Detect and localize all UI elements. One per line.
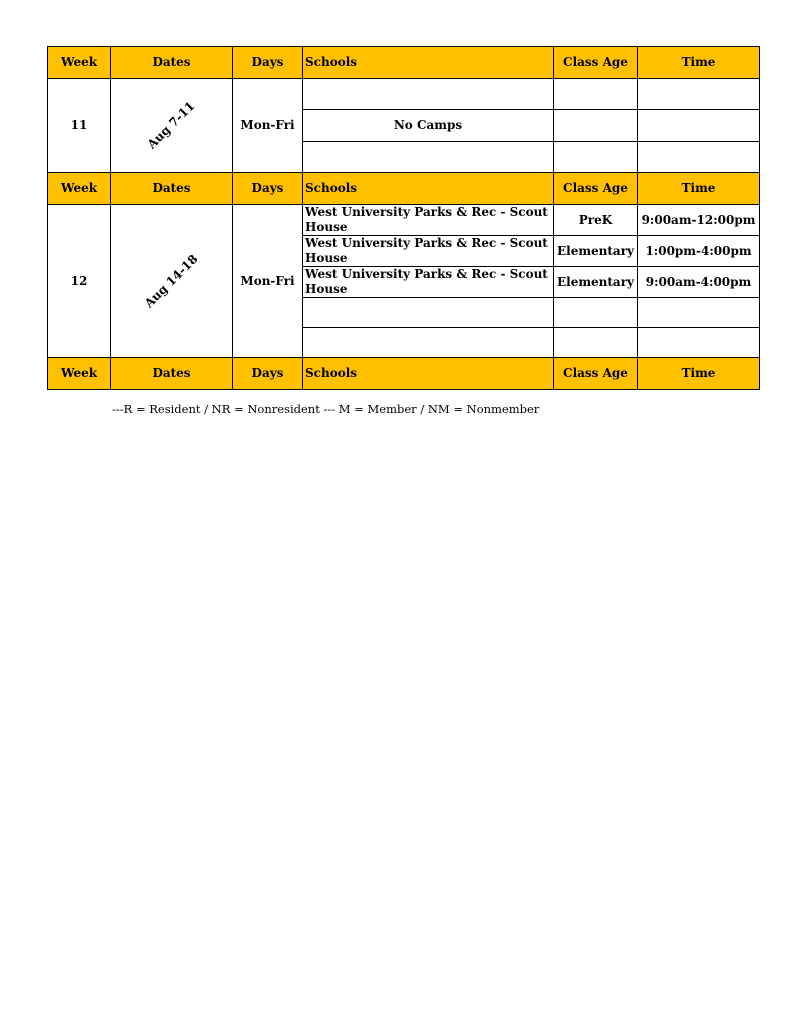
class-age-cell	[554, 79, 638, 110]
header-time: Time	[638, 47, 760, 79]
header-class-age: Class Age	[554, 47, 638, 79]
class-age-cell: PreK	[554, 205, 638, 236]
table-row	[48, 79, 760, 110]
school-cell: West University Parks & Rec - Scout House	[303, 205, 554, 236]
week-number: 11	[48, 79, 111, 173]
week-dates-label: Aug 7-11	[144, 98, 198, 152]
school-cell	[303, 79, 554, 110]
header-week: Week	[48, 173, 111, 205]
week-dates	[111, 205, 233, 358]
week-days: Mon-Fri	[233, 205, 303, 358]
class-age-cell: Elementary	[554, 236, 638, 267]
class-age-cell: Elementary	[554, 267, 638, 298]
school-cell	[303, 141, 554, 172]
week-number: 12	[48, 205, 111, 358]
header-week: Week	[48, 358, 111, 390]
class-age-cell	[554, 110, 638, 141]
time-cell	[638, 298, 760, 328]
header-schools: Schools	[303, 173, 554, 205]
camp-schedule-table	[47, 46, 760, 390]
header-class-age: Class Age	[554, 358, 638, 390]
time-cell	[638, 110, 760, 141]
table-row	[48, 205, 760, 236]
header-days: Days	[233, 47, 303, 79]
header-schools: Schools	[303, 358, 554, 390]
header-schools: Schools	[303, 47, 554, 79]
week-dates-label: Aug 14-18	[141, 251, 201, 310]
week-days: Mon-Fri	[233, 79, 303, 173]
school-cell	[303, 298, 554, 328]
header-time: Time	[638, 173, 760, 205]
header-row	[48, 47, 760, 79]
time-cell	[638, 328, 760, 358]
time-cell: 9:00am-12:00pm	[638, 205, 760, 236]
header-dates: Dates	[111, 358, 233, 390]
school-cell: No Camps	[303, 110, 554, 141]
header-row	[48, 358, 760, 390]
school-cell: West University Parks & Rec - Scout House	[303, 267, 554, 298]
header-days: Days	[233, 173, 303, 205]
time-cell: 1:00pm-4:00pm	[638, 236, 760, 267]
header-week: Week	[48, 47, 111, 79]
school-cell	[303, 328, 554, 358]
week-dates	[111, 79, 233, 173]
header-dates: Dates	[111, 47, 233, 79]
header-time: Time	[638, 358, 760, 390]
class-age-cell	[554, 328, 638, 358]
header-class-age: Class Age	[554, 173, 638, 205]
time-cell	[638, 141, 760, 172]
class-age-cell	[554, 141, 638, 172]
time-cell	[638, 79, 760, 110]
class-age-cell	[554, 298, 638, 328]
header-row	[48, 173, 760, 205]
legend-note: ---R = Resident / NR = Nonresident --- M = Member / NM = Nonmember	[112, 402, 540, 416]
header-days: Days	[233, 358, 303, 390]
school-cell: West University Parks & Rec - Scout House	[303, 236, 554, 267]
header-dates: Dates	[111, 173, 233, 205]
time-cell: 9:00am-4:00pm	[638, 267, 760, 298]
